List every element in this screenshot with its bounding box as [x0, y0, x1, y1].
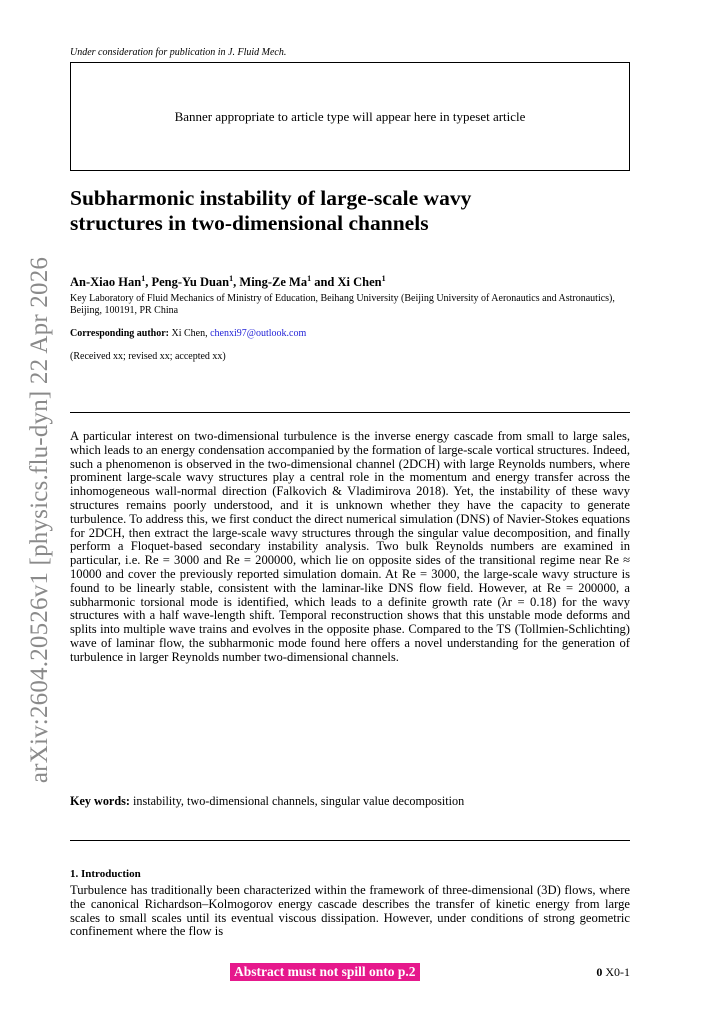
abstract-text: A particular interest on two-dimensional turbulence is the inverse energy cascade from small to large sales, which leads to an energy condensation accompanied by the formation of large-scale vortical structures. Indeed, such a phenomenon is observed in the two-dimensional channel (2DCH) with large Reynolds numbers, where prominent large-scale wavy structures play a central role in the momentum and energy transfer across the inhomogeneous wall-normal direction (Falkovich & Vladimirova 2018). Yet, the instability of these wavy structures remains poorly understood, and it is unknown whether they have the capacity to generate turbulence. To address this, we first conduct the direct numerical simulation (DNS) of Navier-Stokes equations for 2DCH, then extract the large-scale wavy structures through the singular value decomposition, and finally perform a Floquet-based secondary instability analysis. Two bulk Reynolds numbers are examined in particular, i.e. Re = 3000 and Re = 200000, which lie on opposite sides of the transitional regime near Re ≈ 10000 and cover the previously reported simulation domain. At Re = 3000, the large-scale wavy structure is found to be linearly stable, consistent with the laminar-like DNS flow field. However, at Re = 200000, a subharmonic torsional mode is identified, which leads to a definite growth rate (λr = 0.18) for the wavy structures with a half wave-length shift. Temporal reconstruction shows that this unstable mode deforms and splits into multiple wave trains and evolves in the opposite phase. Compared to the TS (Tollmien-Schlichting) wave of laminar flow, the subharmonic mode found here offers a novel understanding for the generation of turbulence in larger Reynolds number two-dimensional channels.: [70, 429, 630, 664]
abstract-top-rule: [70, 412, 630, 413]
corresponding-name: Xi Chen,: [169, 328, 211, 339]
page-number-rest: X0-1: [602, 965, 630, 979]
author: Peng-Yu Duan: [151, 275, 230, 290]
author: Ming-Ze Ma: [239, 275, 308, 290]
paper-title: Subharmonic instability of large-scale wavy structures in two-dimensional channels: [70, 186, 472, 235]
page-number-bold: 0: [596, 965, 603, 979]
article-banner: [70, 62, 630, 171]
author-separator: ,: [145, 275, 152, 290]
corresponding-label: Corresponding author:: [70, 328, 169, 339]
journal-note: Under consideration for publication in J. Fluid Mech.: [70, 47, 287, 58]
author-separator: and: [311, 275, 338, 290]
author: Xi Chen: [337, 275, 382, 290]
affiliation-mark: 1: [229, 274, 234, 283]
author-separator: ,: [233, 275, 240, 290]
overflow-warning-badge: Abstract must not spill onto p.2: [230, 963, 420, 981]
author-list: [70, 274, 386, 290]
abstract-bottom-rule: [70, 840, 630, 841]
affiliation: Key Laboratory of Fluid Mechanics of Ministry of Education, Beihang University (Beijing University of Aeronautics and Astronautics), Beijing, 100191, PR China: [70, 293, 615, 316]
affiliation-mark: 1: [381, 274, 386, 283]
page-number: [596, 965, 630, 980]
introduction-text: Turbulence has traditionally been characterized within the framework of three-dimensional (3D) flows, where the canonical Richardson–Kolmogorov energy cascade describes the transfer of kinetic energy from large scales to small scales until its eventual viscous dissipation. However, under conditions of strong geometric confinement where the flow is: [70, 883, 630, 939]
affiliation-mark: 1: [141, 274, 146, 283]
keywords: [70, 794, 464, 809]
section-heading: 1. Introduction: [70, 868, 141, 880]
keywords-text: instability, two-dimensional channels, singular value decomposition: [129, 794, 465, 808]
corresponding-author: [70, 328, 306, 339]
banner-text: Banner appropriate to article type will appear here in typeset article: [174, 108, 526, 124]
received-dates: (Received xx; revised xx; accepted xx): [70, 351, 226, 362]
affiliation-mark: 1: [307, 274, 312, 283]
arxiv-identifier: arXiv:2604.20526v1 [physics.flu-dyn] 22 Apr 2026: [26, 256, 53, 784]
author: An-Xiao Han: [70, 275, 142, 290]
email-link[interactable]: chenxi97@outlook.com: [210, 328, 307, 339]
keywords-label: Key words:: [70, 794, 130, 808]
